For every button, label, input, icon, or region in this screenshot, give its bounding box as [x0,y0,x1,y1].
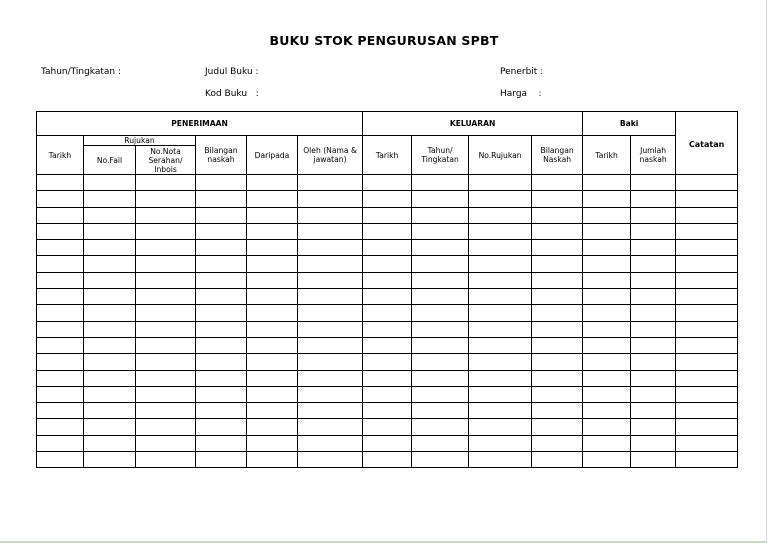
table-cell[interactable] [363,354,412,370]
table-cell[interactable] [136,435,196,451]
table-cell[interactable] [469,337,532,353]
table-cell[interactable] [298,403,363,419]
table-cell[interactable] [469,321,532,337]
table-cell[interactable] [247,289,298,305]
table-cell[interactable] [247,207,298,223]
table-cell[interactable] [136,403,196,419]
table-cell[interactable] [84,386,136,402]
table-cell[interactable] [298,354,363,370]
table-cell[interactable] [363,386,412,402]
table-cell[interactable] [84,354,136,370]
table-cell[interactable] [136,386,196,402]
harga-label: Harga : [500,89,542,99]
table-cell[interactable] [469,289,532,305]
table-cell[interactable] [532,354,583,370]
table-cell[interactable] [631,191,676,207]
table-cell[interactable] [298,305,363,321]
table-cell[interactable] [363,419,412,435]
table-cell[interactable] [196,207,247,223]
keluaran-bilangan-header: Bilangan Naskah [532,136,583,175]
table-cell[interactable] [196,452,247,468]
table-cell[interactable] [247,272,298,288]
table-row [37,240,738,256]
table-cell[interactable] [247,305,298,321]
table-cell[interactable] [583,256,631,272]
table-cell[interactable] [136,419,196,435]
daripada-header: Daripada [247,136,298,175]
table-cell[interactable] [37,435,84,451]
table-cell[interactable] [469,452,532,468]
table-cell[interactable] [247,354,298,370]
table-cell[interactable] [631,223,676,239]
table-cell[interactable] [247,240,298,256]
table-cell[interactable] [532,223,583,239]
table-cell[interactable] [363,207,412,223]
table-cell[interactable] [469,191,532,207]
table-cell[interactable] [532,435,583,451]
table-cell[interactable] [298,386,363,402]
kod-buku-label: Kod Buku : [205,89,259,99]
table-cell[interactable] [136,223,196,239]
table-cell[interactable] [532,175,583,191]
table-cell[interactable] [676,256,738,272]
table-cell[interactable] [532,403,583,419]
table-cell[interactable] [84,452,136,468]
baki-tarikh-header: Tarikh [583,136,631,175]
table-cell[interactable] [676,452,738,468]
table-cell[interactable] [412,191,469,207]
table-cell[interactable] [532,256,583,272]
table-cell[interactable] [676,354,738,370]
table-cell[interactable] [298,435,363,451]
penerimaan-tarikh-header: Tarikh [37,136,84,175]
table-cell[interactable] [532,191,583,207]
table-cell[interactable] [298,321,363,337]
table-row [37,337,738,353]
table-row [37,272,738,288]
table-cell[interactable] [363,289,412,305]
table-cell[interactable] [469,354,532,370]
table-cell[interactable] [136,175,196,191]
stock-table-body [37,175,738,468]
table-cell[interactable] [37,337,84,353]
table-cell[interactable] [412,337,469,353]
table-row [37,354,738,370]
table-cell[interactable] [469,207,532,223]
stock-table [36,111,738,468]
table-cell[interactable] [676,223,738,239]
table-cell[interactable] [37,370,84,386]
table-row [37,403,738,419]
table-row [37,256,738,272]
table-row [37,223,738,239]
table-cell[interactable] [583,435,631,451]
table-cell[interactable] [532,240,583,256]
table-cell[interactable] [583,191,631,207]
catatan-header: Catatan [676,112,738,175]
table-cell[interactable] [532,370,583,386]
table-cell[interactable] [676,419,738,435]
table-cell[interactable] [583,289,631,305]
table-cell[interactable] [676,403,738,419]
table-cell[interactable] [247,175,298,191]
table-cell[interactable] [196,289,247,305]
table-cell[interactable] [136,337,196,353]
table-cell[interactable] [363,435,412,451]
judul-label: Judul Buku : [205,67,259,77]
table-cell[interactable] [247,256,298,272]
table-cell[interactable] [412,272,469,288]
table-cell[interactable] [37,223,84,239]
baki-jumlah-header: Jumlah naskah [631,136,676,175]
table-cell[interactable] [298,419,363,435]
table-row [37,435,738,451]
table-cell[interactable] [631,452,676,468]
table-cell[interactable] [363,403,412,419]
table-cell[interactable] [676,240,738,256]
table-row [37,452,738,468]
table-cell[interactable] [298,207,363,223]
table-cell[interactable] [583,354,631,370]
table-cell[interactable] [37,452,84,468]
table-cell[interactable] [469,305,532,321]
table-cell[interactable] [37,305,84,321]
table-cell[interactable] [469,403,532,419]
table-cell[interactable] [196,256,247,272]
table-cell[interactable] [583,337,631,353]
keluaran-rujukan-header: No.Rujukan [469,136,532,175]
table-cell[interactable] [412,452,469,468]
table-cell[interactable] [84,435,136,451]
table-cell[interactable] [631,175,676,191]
table-cell[interactable] [136,240,196,256]
table-cell[interactable] [37,175,84,191]
table-cell[interactable] [363,452,412,468]
table-cell[interactable] [84,223,136,239]
table-cell[interactable] [84,370,136,386]
table-cell[interactable] [631,337,676,353]
table-cell[interactable] [532,289,583,305]
table-cell[interactable] [631,240,676,256]
table-cell[interactable] [196,321,247,337]
table-row [37,289,738,305]
table-cell[interactable] [84,289,136,305]
table-cell[interactable] [631,256,676,272]
table-cell[interactable] [363,175,412,191]
table-cell[interactable] [84,240,136,256]
table-cell[interactable] [412,240,469,256]
table-cell[interactable] [247,321,298,337]
keluaran-tarikh-header: Tarikh [363,136,412,175]
table-cell[interactable] [469,175,532,191]
table-cell[interactable] [363,337,412,353]
table-cell[interactable] [363,191,412,207]
table-cell[interactable] [84,256,136,272]
table-cell[interactable] [676,305,738,321]
table-cell[interactable] [298,191,363,207]
table-cell[interactable] [412,419,469,435]
table-cell[interactable] [583,419,631,435]
penerimaan-bilangan-header: Bilangan naskah [196,136,247,175]
table-cell[interactable] [532,305,583,321]
table-cell[interactable] [37,289,84,305]
table-cell[interactable] [363,272,412,288]
table-cell[interactable] [631,305,676,321]
table-cell[interactable] [631,386,676,402]
table-row [37,305,738,321]
table-cell[interactable] [583,370,631,386]
table-row [37,191,738,207]
table-cell[interactable] [37,191,84,207]
table-cell[interactable] [583,403,631,419]
table-cell[interactable] [412,321,469,337]
table-cell[interactable] [363,223,412,239]
table-cell[interactable] [136,452,196,468]
table-cell[interactable] [583,386,631,402]
table-cell[interactable] [196,175,247,191]
table-cell[interactable] [676,386,738,402]
table-cell[interactable] [298,223,363,239]
table-cell[interactable] [631,207,676,223]
table-cell[interactable] [631,272,676,288]
table-cell[interactable] [298,175,363,191]
table-cell[interactable] [631,435,676,451]
table-cell[interactable] [412,354,469,370]
table-cell[interactable] [37,272,84,288]
table-cell[interactable] [247,370,298,386]
table-cell[interactable] [469,240,532,256]
table-cell[interactable] [583,272,631,288]
table-cell[interactable] [196,240,247,256]
table-cell[interactable] [363,321,412,337]
table-row [37,175,738,191]
table-cell[interactable] [196,354,247,370]
table-cell[interactable] [84,403,136,419]
tahun-label: Tahun/Tingkatan : [41,67,122,77]
table-row [37,321,738,337]
table-cell[interactable] [298,240,363,256]
rujukan-header: Rujukan [84,136,196,146]
table-cell[interactable] [583,175,631,191]
table-cell[interactable] [412,175,469,191]
table-cell[interactable] [298,452,363,468]
baki-header: Baki [583,112,676,136]
table-cell[interactable] [469,419,532,435]
table-cell[interactable] [532,386,583,402]
keluaran-header: KELUARAN [363,112,583,136]
table-cell[interactable] [247,386,298,402]
table-cell[interactable] [247,452,298,468]
table-row [37,419,738,435]
table-cell[interactable] [84,191,136,207]
table-cell[interactable] [196,337,247,353]
table-cell[interactable] [469,435,532,451]
table-cell[interactable] [412,403,469,419]
table-cell[interactable] [363,370,412,386]
table-cell[interactable] [412,289,469,305]
table-cell[interactable] [469,272,532,288]
table-cell[interactable] [631,403,676,419]
table-cell[interactable] [247,435,298,451]
table-cell[interactable] [412,305,469,321]
table-cell[interactable] [247,337,298,353]
table-cell[interactable] [136,272,196,288]
table-cell[interactable] [136,370,196,386]
table-cell[interactable] [196,386,247,402]
table-cell[interactable] [412,207,469,223]
table-cell[interactable] [37,354,84,370]
table-cell[interactable] [532,419,583,435]
table-cell[interactable] [676,207,738,223]
table-cell[interactable] [136,191,196,207]
table-cell[interactable] [136,354,196,370]
table-cell[interactable] [412,256,469,272]
oleh-header: Oleh (Nama & jawatan) [298,136,363,175]
table-cell[interactable] [196,403,247,419]
table-cell[interactable] [196,223,247,239]
table-cell[interactable] [583,452,631,468]
table-cell[interactable] [631,419,676,435]
table-cell[interactable] [412,223,469,239]
table-cell[interactable] [676,435,738,451]
table-cell[interactable] [136,321,196,337]
table-cell[interactable] [631,354,676,370]
table-cell[interactable] [37,256,84,272]
penerbit-label: Penerbit : [500,67,544,77]
table-cell[interactable] [84,207,136,223]
table-cell[interactable] [37,321,84,337]
penerimaan-header: PENERIMAAN [37,112,363,136]
table-cell[interactable] [298,256,363,272]
table-cell[interactable] [196,435,247,451]
table-cell[interactable] [631,289,676,305]
table-cell[interactable] [412,370,469,386]
table-cell[interactable] [136,305,196,321]
table-cell[interactable] [469,256,532,272]
table-cell[interactable] [676,321,738,337]
table-cell[interactable] [583,305,631,321]
table-cell[interactable] [84,419,136,435]
table-cell[interactable] [298,370,363,386]
table-cell[interactable] [84,175,136,191]
table-cell[interactable] [196,272,247,288]
table-cell[interactable] [84,305,136,321]
table-cell[interactable] [84,337,136,353]
table-cell[interactable] [37,240,84,256]
table-cell[interactable] [412,435,469,451]
table-cell[interactable] [247,223,298,239]
page-title: BUKU STOK PENGURUSAN SPBT [269,33,499,48]
table-cell[interactable] [583,240,631,256]
table-cell[interactable] [532,321,583,337]
table-cell[interactable] [532,337,583,353]
table-cell[interactable] [298,337,363,353]
table-cell[interactable] [676,175,738,191]
table-row [37,370,738,386]
table-cell[interactable] [412,386,469,402]
keluaran-tahun-header: Tahun/ Tingkatan [412,136,469,175]
table-cell[interactable] [583,321,631,337]
table-cell[interactable] [469,223,532,239]
table-cell[interactable] [676,272,738,288]
no-fail-header: No.Fail [84,146,136,175]
table-row [37,386,738,402]
table-cell[interactable] [631,370,676,386]
table-cell[interactable] [247,191,298,207]
table-cell[interactable] [84,321,136,337]
table-cell[interactable] [583,207,631,223]
table-cell[interactable] [37,386,84,402]
table-cell[interactable] [631,321,676,337]
table-cell[interactable] [37,419,84,435]
table-cell[interactable] [676,370,738,386]
table-cell[interactable] [196,370,247,386]
table-cell[interactable] [136,289,196,305]
table-cell[interactable] [247,403,298,419]
table-cell[interactable] [676,191,738,207]
table-row [37,207,738,223]
table-cell[interactable] [136,207,196,223]
table-cell[interactable] [583,223,631,239]
table-cell[interactable] [196,305,247,321]
table-cell[interactable] [37,207,84,223]
table-cell[interactable] [532,207,583,223]
table-cell[interactable] [469,370,532,386]
table-cell[interactable] [676,337,738,353]
table-cell[interactable] [196,419,247,435]
table-cell[interactable] [136,256,196,272]
table-cell[interactable] [298,289,363,305]
table-cell[interactable] [676,289,738,305]
table-cell[interactable] [363,305,412,321]
table-cell[interactable] [247,419,298,435]
table-cell[interactable] [363,256,412,272]
table-cell[interactable] [363,240,412,256]
table-cell[interactable] [532,452,583,468]
table-cell[interactable] [469,386,532,402]
table-cell[interactable] [196,191,247,207]
table-cell[interactable] [37,403,84,419]
table-cell[interactable] [298,272,363,288]
no-nota-header: No.Nota Serahan/ Inbois [136,146,196,175]
table-cell[interactable] [84,272,136,288]
table-cell[interactable] [532,272,583,288]
